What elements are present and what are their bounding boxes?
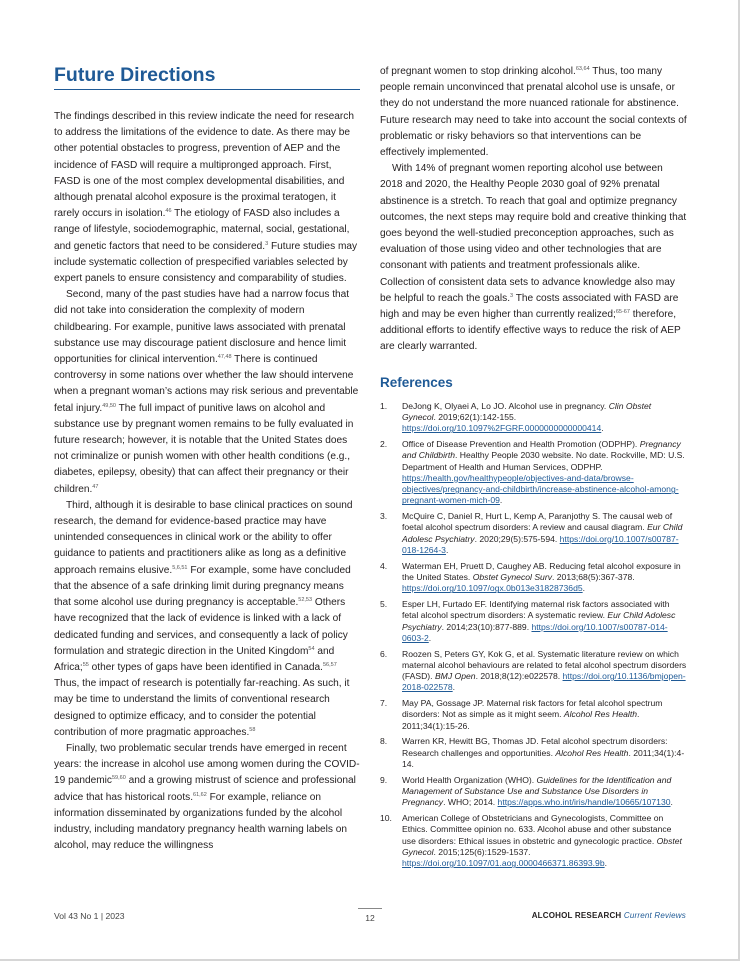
text-run: Future studies may include systematic collection of prespecified variables selected by expert panels to ensure consistency and comparability of studies.	[54, 240, 358, 285]
text-run: .	[428, 632, 432, 643]
body-paragraph	[54, 287, 360, 498]
footer-page-number	[358, 908, 382, 923]
journal-title: Clin Obstet Gynecol	[402, 400, 652, 422]
reference-item	[380, 511, 687, 556]
reference-item	[380, 813, 687, 869]
citation-superscript: 59,60	[111, 775, 126, 782]
doi-link[interactable]: https://doi.org/10.1007/s00787-014-0603-2	[402, 621, 668, 643]
journal-title: Eur Child Adolesc Psychiatry	[402, 610, 676, 632]
text-run: Roozen S, Peters GY, Kok G, et al. Systematic literature review on which maternal alcohol behaviours are related to fetal alcohol spectrum disorders (FASD).	[402, 648, 687, 682]
reference-text	[402, 775, 687, 809]
text-run: Finally, two problematic secular trends have emerged in recent years: the increase in alcohol use among women during the COVID-19 pandemic	[54, 742, 360, 787]
text-run: DeJong K, Olyaei A, Lo JO. Alcohol use in pregnancy.	[402, 400, 609, 411]
reference-item	[380, 649, 687, 694]
reference-text	[402, 401, 687, 435]
text-run: . 2019;62(1):142-155.	[433, 411, 517, 422]
citation-superscript: 47,48	[217, 354, 232, 361]
reference-item	[380, 698, 687, 732]
reference-text	[402, 599, 687, 644]
citation-superscript: 61,62	[193, 791, 207, 798]
text-run: . 2015;125(6):1529-1537.	[433, 846, 531, 857]
journal-title: BMJ Open	[434, 671, 476, 682]
reference-number: 2.	[380, 438, 388, 449]
references-list	[380, 401, 687, 870]
text-run: Thus, the impact of research is potentially far-reaching. As such, it may be time to understand the limits of conventional research designed to optimize efficacy, and to consider the potential contribution of more pragmatic approaches.	[54, 678, 350, 738]
text-run: . WHO; 2014.	[443, 797, 498, 808]
text-run: Second, many of the past studies have had a narrow focus that did not take into consideration the complexity of modern childbearing. For example, punitive laws associated with prenatal substance use may discourage patient disclosure and hence limit opportunities for clinical intervention.	[54, 289, 350, 366]
journal-title: Obstet Gynecol Surv	[472, 571, 552, 582]
reference-text	[402, 698, 687, 732]
reference-item	[380, 561, 687, 595]
body-paragraph	[380, 64, 687, 161]
reference-number: 5.	[380, 598, 388, 609]
text-run: World Health Organization (WHO).	[402, 774, 537, 785]
journal-title: Alcohol Res Health	[555, 747, 629, 758]
text-run: Office of Disease Prevention and Health Promotion (ODPHP).	[402, 438, 640, 449]
doi-link[interactable]: https://health.gov/healthypeople/objectives-and-data/browse-objectives/pregnancy-and-childbirth/increase-abstinence-alcohol-among-pregnant-women-mich-09	[402, 472, 679, 506]
doi-link[interactable]: https://doi.org/10.1136/bmjopen-2018-022578	[402, 671, 686, 693]
body-paragraph	[54, 498, 360, 741]
citation-superscript: 58	[249, 726, 256, 733]
citation-superscript: 5,6,51	[172, 564, 188, 571]
text-run: therefore, additional efforts to identify effective ways to reduce the risk of AEP are clearly warranted.	[380, 309, 681, 353]
citation-superscript: 55	[82, 661, 89, 668]
text-run: and Africa;	[54, 645, 335, 673]
doi-link[interactable]: https://doi.org/10.1007/s00787-018-1264-3	[402, 533, 679, 555]
text-run: McQuire C, Daniel R, Hurt L, Kemp A, Paranjothy S. The causal web of foetal alcohol spectrum disorders: A review and causal diagram.	[402, 511, 673, 533]
references-heading: References	[380, 374, 453, 390]
text-run: . 2011;34(1):15-26.	[402, 709, 640, 731]
reference-number: 3.	[380, 511, 388, 522]
journal-title: Alcohol Res Health	[563, 709, 637, 720]
journal-title: Obstet Gynecol	[402, 835, 682, 857]
text-run: With 14% of pregnant women reporting alcohol use between 2018 and 2020, the Healthy People 2030 goal of 92% prenatal abstinence is a stretch. To reach that goal and optimize pregnancy outcomes, the next steps may require bold and creative thinking that goes beyond the well-studied preconception approaches, such as evaluation of those using video and other technologies that are consonant with patients and treatment professionals alike. Collection of consistent data sets to advance knowledge also may be helpful to reach the goals.	[380, 163, 687, 304]
doi-link[interactable]: https://doi.org/10.1097/ogx.0b013e31828736d5	[402, 583, 583, 594]
text-run: .	[582, 583, 586, 594]
reference-number: 10.	[380, 812, 392, 823]
reference-item	[380, 736, 687, 770]
reference-number: 7.	[380, 698, 388, 709]
text-run: . Healthy People 2030 website. No date. Rockville, MD: U.S. Department of Health and Human Services, ODPHP.	[402, 450, 685, 472]
text-run: Warren KR, Hewitt BG, Thomas JD. Fetal alcohol spectrum disorders: Research challenges and opportunities.	[402, 736, 668, 758]
page-number: 12	[365, 913, 375, 923]
text-run: The findings described in this review indicate the need for research to address the limitations of the evidence to date. As there may be other potential obstacles to progress, prevention of AEP and the incidence of FASD will require a multipronged approach. First, FASD is one of the most complex developmental disabilities, and although prenatal alcohol exposure is the proximal teratogen, it rarely occurs in isolation.	[54, 111, 354, 220]
reference-number: 8.	[380, 736, 388, 747]
text-run: of pregnant women to stop drinking alcohol.	[380, 66, 576, 77]
text-run: . 2013;68(5):367-378.	[552, 571, 635, 582]
text-run: .	[452, 682, 456, 693]
text-run: .	[604, 858, 607, 869]
footer-volume: Vol 43 No 1 | 2023	[54, 911, 125, 921]
text-run: . 2020;29(5):575-594.	[474, 533, 560, 544]
text-run: and a growing mistrust of science and professional advice that has historical roots.	[54, 775, 356, 803]
left-column	[54, 64, 360, 854]
reference-number: 1.	[380, 400, 388, 411]
reference-text	[402, 649, 687, 694]
citation-superscript: 3	[510, 292, 514, 299]
citation-superscript: 56,57	[323, 661, 337, 668]
journal-title: Guidelines for the Identification and Management of Substance Use and Substance Use Disorders in Pregnancy	[402, 774, 672, 808]
reference-text	[402, 736, 687, 770]
text-run: other types of gaps have been identified in Canada.	[88, 661, 323, 673]
doi-link[interactable]: https://doi.org/10.1097/01.aog.0000466371.86393.9b	[402, 858, 605, 869]
doi-link[interactable]: https://doi.org/10.1097%2FGRF.0000000000000414	[402, 423, 602, 434]
text-run: .	[445, 545, 449, 555]
text-run: .	[601, 423, 604, 434]
right-column	[380, 64, 687, 874]
footer-journal	[532, 911, 686, 920]
text-run: The costs associated with FASD are high and may be even higher than currently realized;	[380, 292, 679, 321]
citation-superscript: 3	[265, 240, 269, 247]
citation-superscript: 65-67	[615, 309, 630, 316]
text-run: The full impact of punitive laws on alcohol and substance use by pregnant women remains to be fully evaluated in future research; however, it is notable that the United States does not criminalize or punish women with other health conditions (e.g., diabetes, epilepsy, obesity) that can affect their pregnancy or their children.	[54, 402, 354, 495]
text-run: For example, reliance on information disseminated by organizations funded by the alcohol industry, including mandatory pregnancy health warning labels on alcohol, may reduce the willingness	[54, 791, 348, 852]
footer-page-rule	[358, 908, 382, 909]
citation-superscript: 46	[165, 208, 172, 215]
text-run: . 2018;8(12):e022578.	[475, 671, 563, 682]
reference-text	[402, 561, 687, 595]
text-run: Third, although it is desirable to base clinical practices on sound research, the demand for evidence-based practice may have unintended consequences in clinical work or the ability to offer guidance to patients and practitioners alike as long as a definitive approach remains elusive.	[54, 499, 353, 576]
citation-superscript: 47	[92, 483, 99, 490]
body-paragraph	[380, 161, 687, 355]
text-run: The etiology of FASD also includes a range of lifestyle, sociodemographic, maternal, social, gestational, and genetic factors that need to be considered.	[54, 208, 350, 252]
journal-title: Pregnancy and Childbirth	[402, 438, 681, 461]
body-paragraph	[54, 109, 360, 287]
reference-item	[380, 401, 687, 435]
reference-number: 6.	[380, 648, 388, 659]
section-heading: Future Directions	[54, 64, 360, 90]
reference-number: 9.	[380, 774, 388, 785]
reference-text	[402, 813, 687, 869]
citation-superscript: 63,64	[575, 66, 590, 72]
body-paragraph	[54, 741, 360, 854]
text-run: May PA, Gossage JP. Maternal risk factors for fetal alcohol spectrum disorders: Not as simple as it might seem.	[402, 698, 663, 720]
text-run: Waterman EH, Pruett D, Caughey AB. Reducing fetal alcohol exposure in the United States.	[402, 560, 681, 582]
text-run: Others have recognized that the lack of evidence is linked with a lack of dedicated funding and services, and consequently a lack of policy formulation and strategic direction in the United Kingdom	[54, 597, 348, 657]
journal-title: Eur Child Adolesc Psychiatry	[402, 522, 683, 544]
doi-link[interactable]: https://apps.who.int/iris/handle/10665/107130	[497, 797, 671, 808]
citation-superscript: 49,50	[102, 402, 116, 409]
journal-series: Current Reviews	[623, 911, 686, 920]
text-run: . 2014;23(10):877-889.	[441, 621, 532, 632]
text-run: .	[499, 495, 503, 506]
citation-superscript: 52,53	[298, 597, 313, 604]
text-run: There is continued controversy in some nations over whether the law should intervene when a pregnant woman’s actions may risk serious and preventable fetal injury.	[54, 354, 359, 414]
text-run: Esper LH, Furtado EF. Identifying maternal risk factors associated with fetal alcohol spectrum disorders: A systematic review.	[402, 598, 670, 621]
text-run: . 2011;34(1):4-14.	[402, 747, 685, 769]
text-run: For example, some have concluded that the absence of a safe drinking limit during pregnancy means that some alcohol use during pregnancy is acceptable.	[54, 564, 351, 609]
text-run: .	[670, 797, 673, 808]
right-column-body	[380, 64, 687, 356]
reference-item	[380, 775, 687, 809]
citation-superscript: 54	[308, 645, 315, 652]
text-run: American College of Obstetricians and Gynecologists, Committee on Ethics. Committee opinion no. 633. Alcohol abuse and other substance use disorders: Ethical issues in obstetric and gynecologic practice.	[402, 812, 672, 846]
reference-text	[402, 511, 687, 556]
reference-item	[380, 599, 687, 644]
text-run: Thus, too many people remain unconvinced that prenatal alcohol use is unsafe, or they do not understand the more nuanced rationale for abstinence. Future research may need to take into account the social contexts of problematic or risky behaviors so that interventions can be effectively implemented.	[380, 66, 687, 159]
left-column-body	[54, 109, 360, 854]
reference-item	[380, 439, 687, 507]
reference-number: 4.	[380, 560, 388, 571]
reference-text	[402, 439, 687, 507]
journal-name: ALCOHOL RESEARCH	[531, 911, 622, 920]
